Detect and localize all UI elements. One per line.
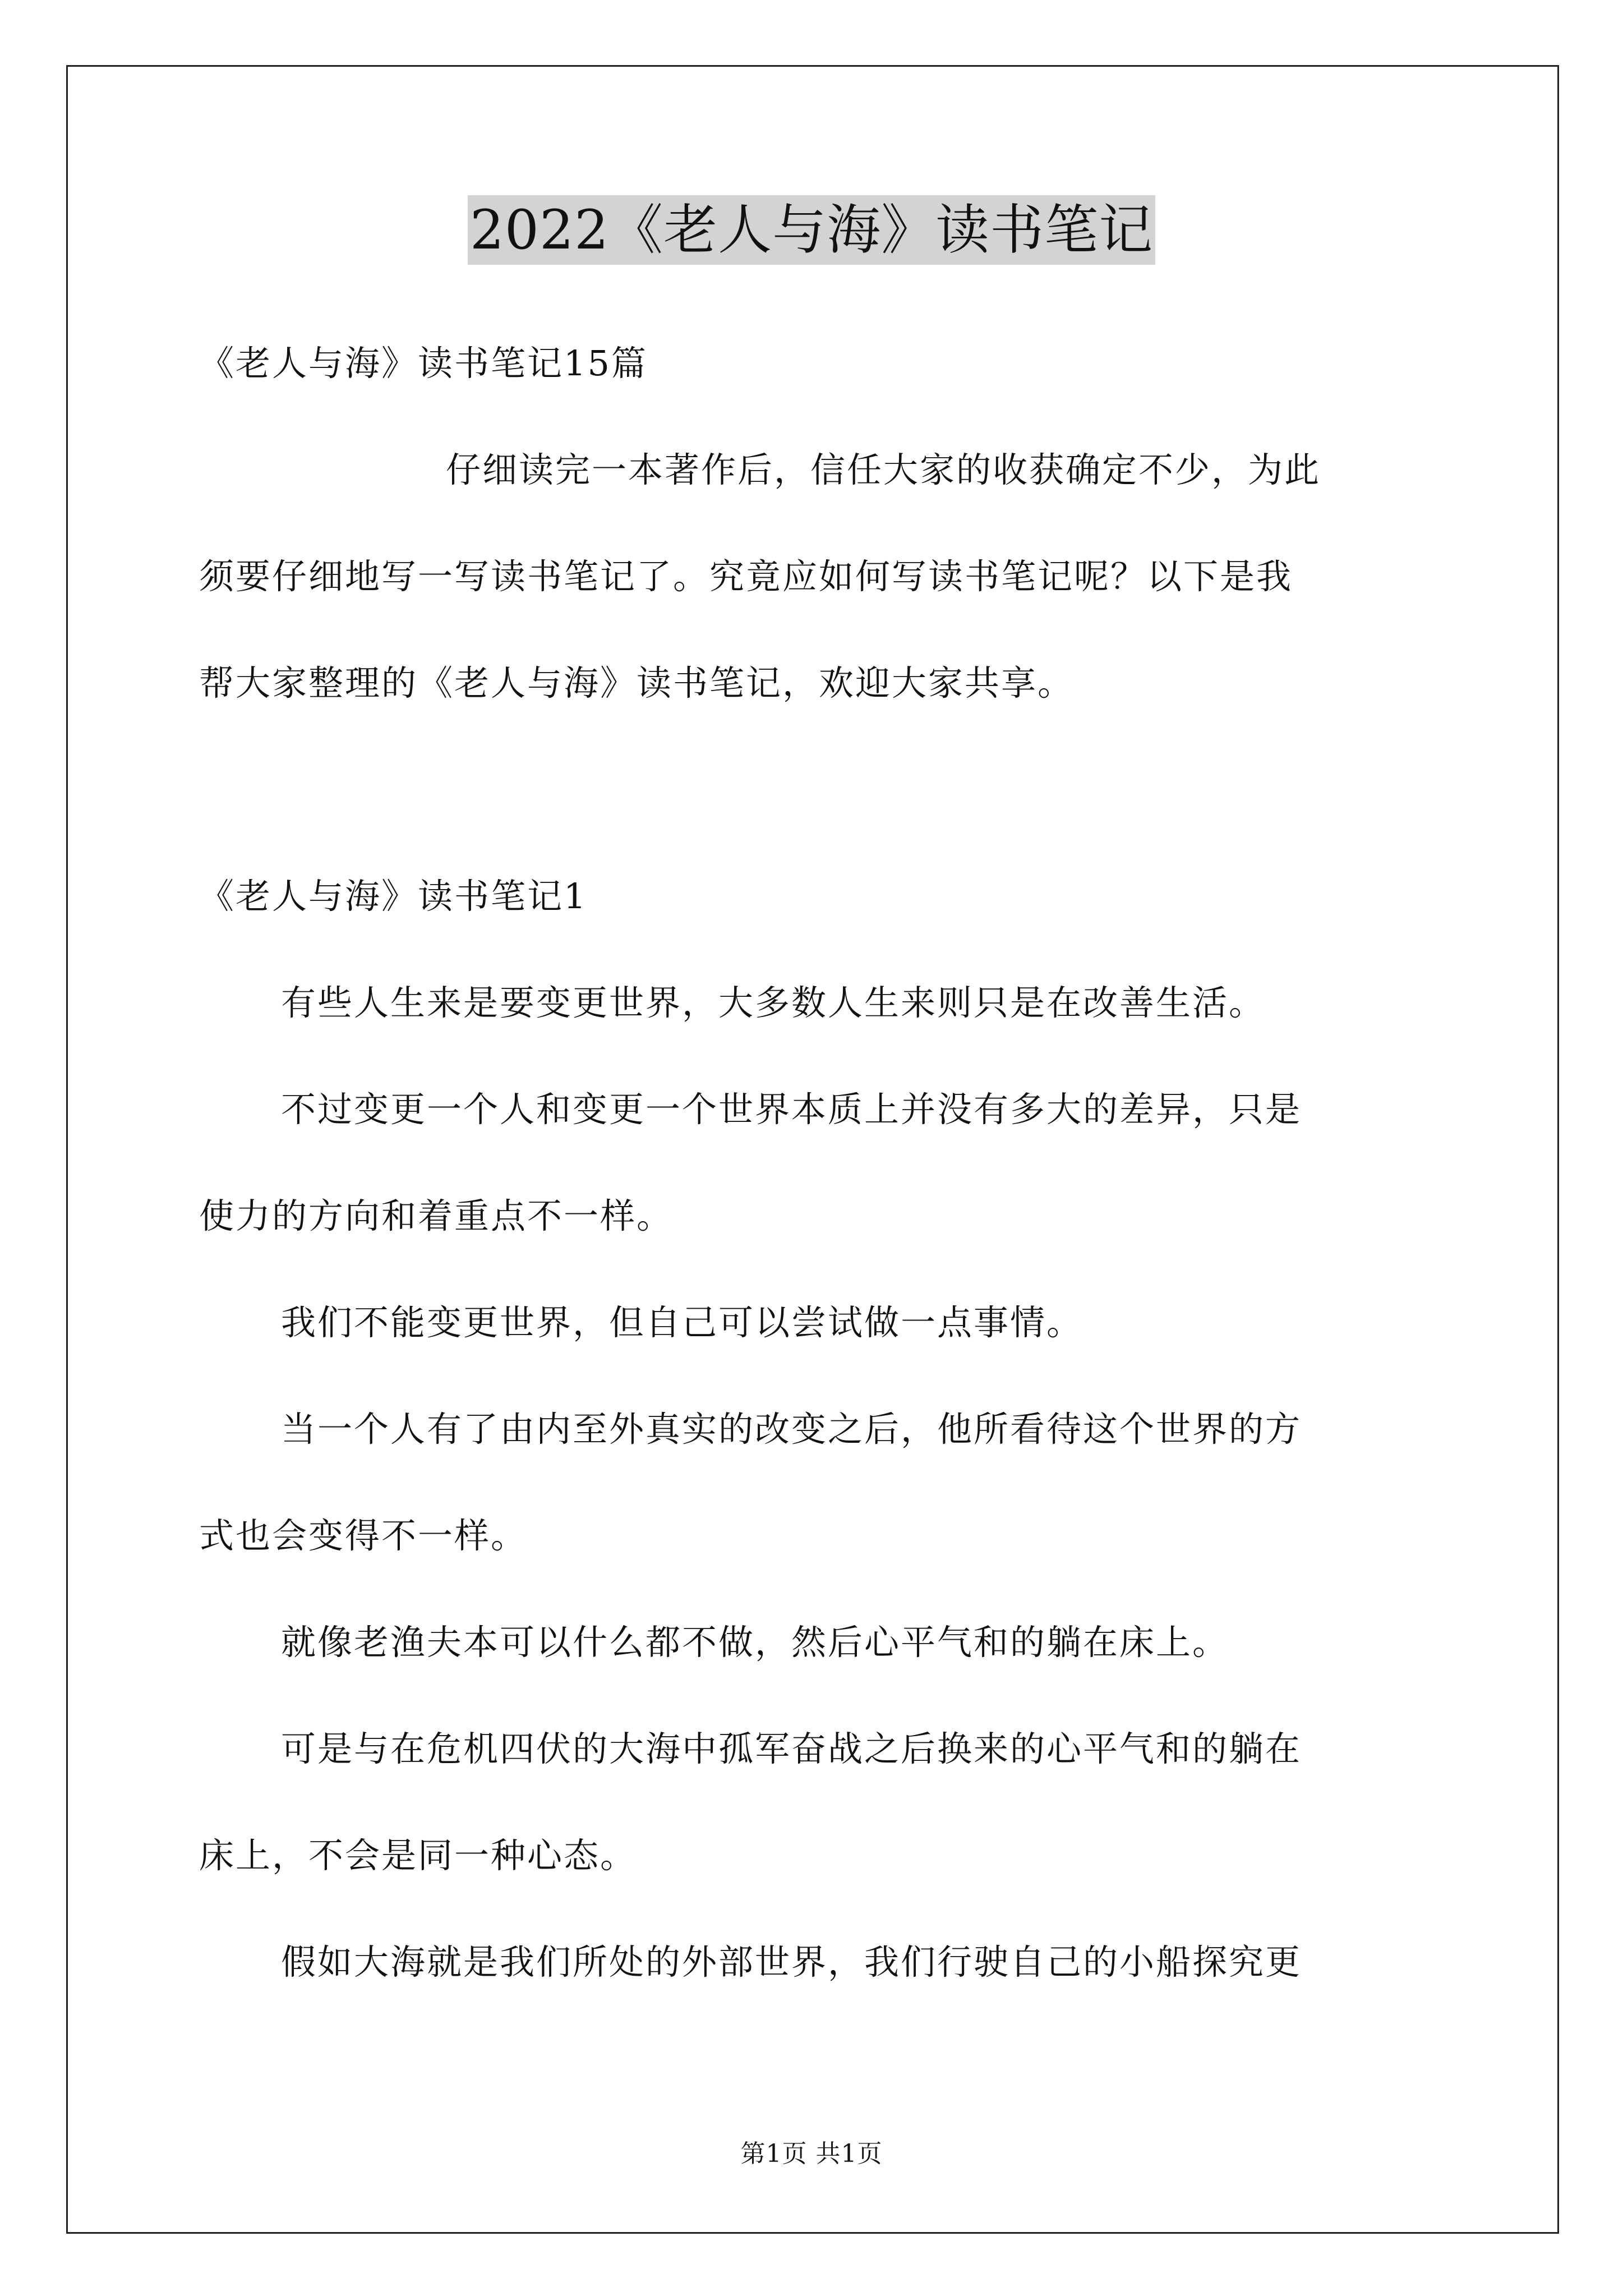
document-title: 2022《老人与海》读书笔记 [468, 195, 1155, 265]
document-body [199, 337, 1433, 2042]
paragraph-line: 床上，不会是同一种心态。 [199, 1835, 637, 1876]
intro-line: 帮大家整理的《老人与海》读书笔记，欢迎大家共享。 [199, 662, 1075, 703]
paragraph-line: 式也会变得不一样。 [199, 1515, 528, 1556]
title-container [0, 195, 1623, 265]
paragraph-line: 就像老渔夫本可以什么都不做，然后心平气和的躺在床上。 [281, 1622, 1229, 1663]
paragraph-line: 可是与在危机四伏的大海中孤军奋战之后换来的心平气和的躺在 [281, 1728, 1302, 1769]
intro-line: 仔细读完一本著作后，信任大家的收获确定不少，为此 [446, 449, 1321, 490]
paragraph-line: 我们不能变更世界，但自己可以尝试做一点事情。 [281, 1302, 1083, 1343]
section-spacer [199, 763, 1433, 869]
page-number: 第1页 共1页 [740, 2139, 883, 2168]
intro-line: 须要仔细地写一写读书笔记了。究竟应如何写读书笔记呢？以下是我 [199, 556, 1293, 597]
document-subtitle: 《老人与海》读书笔记15篇 [199, 343, 648, 384]
paragraph-line: 使力的方向和着重点不一样。 [199, 1195, 674, 1236]
page-footer [0, 2138, 1623, 2170]
paragraph-line: 假如大海就是我们所处的外部世界，我们行驶自己的小船探究更 [281, 1941, 1302, 1982]
section-heading: 《老人与海》读书笔记1 [199, 876, 588, 917]
paragraph-line: 当一个人有了由内至外真实的改变之后，他所看待这个世界的方 [281, 1409, 1302, 1450]
paragraph-line: 有些人生来是要变更世界，大多数人生来则只是在改善生活。 [281, 982, 1266, 1023]
paragraph-line: 不过变更一个人和变更一个世界本质上并没有多大的差异，只是 [281, 1089, 1302, 1130]
